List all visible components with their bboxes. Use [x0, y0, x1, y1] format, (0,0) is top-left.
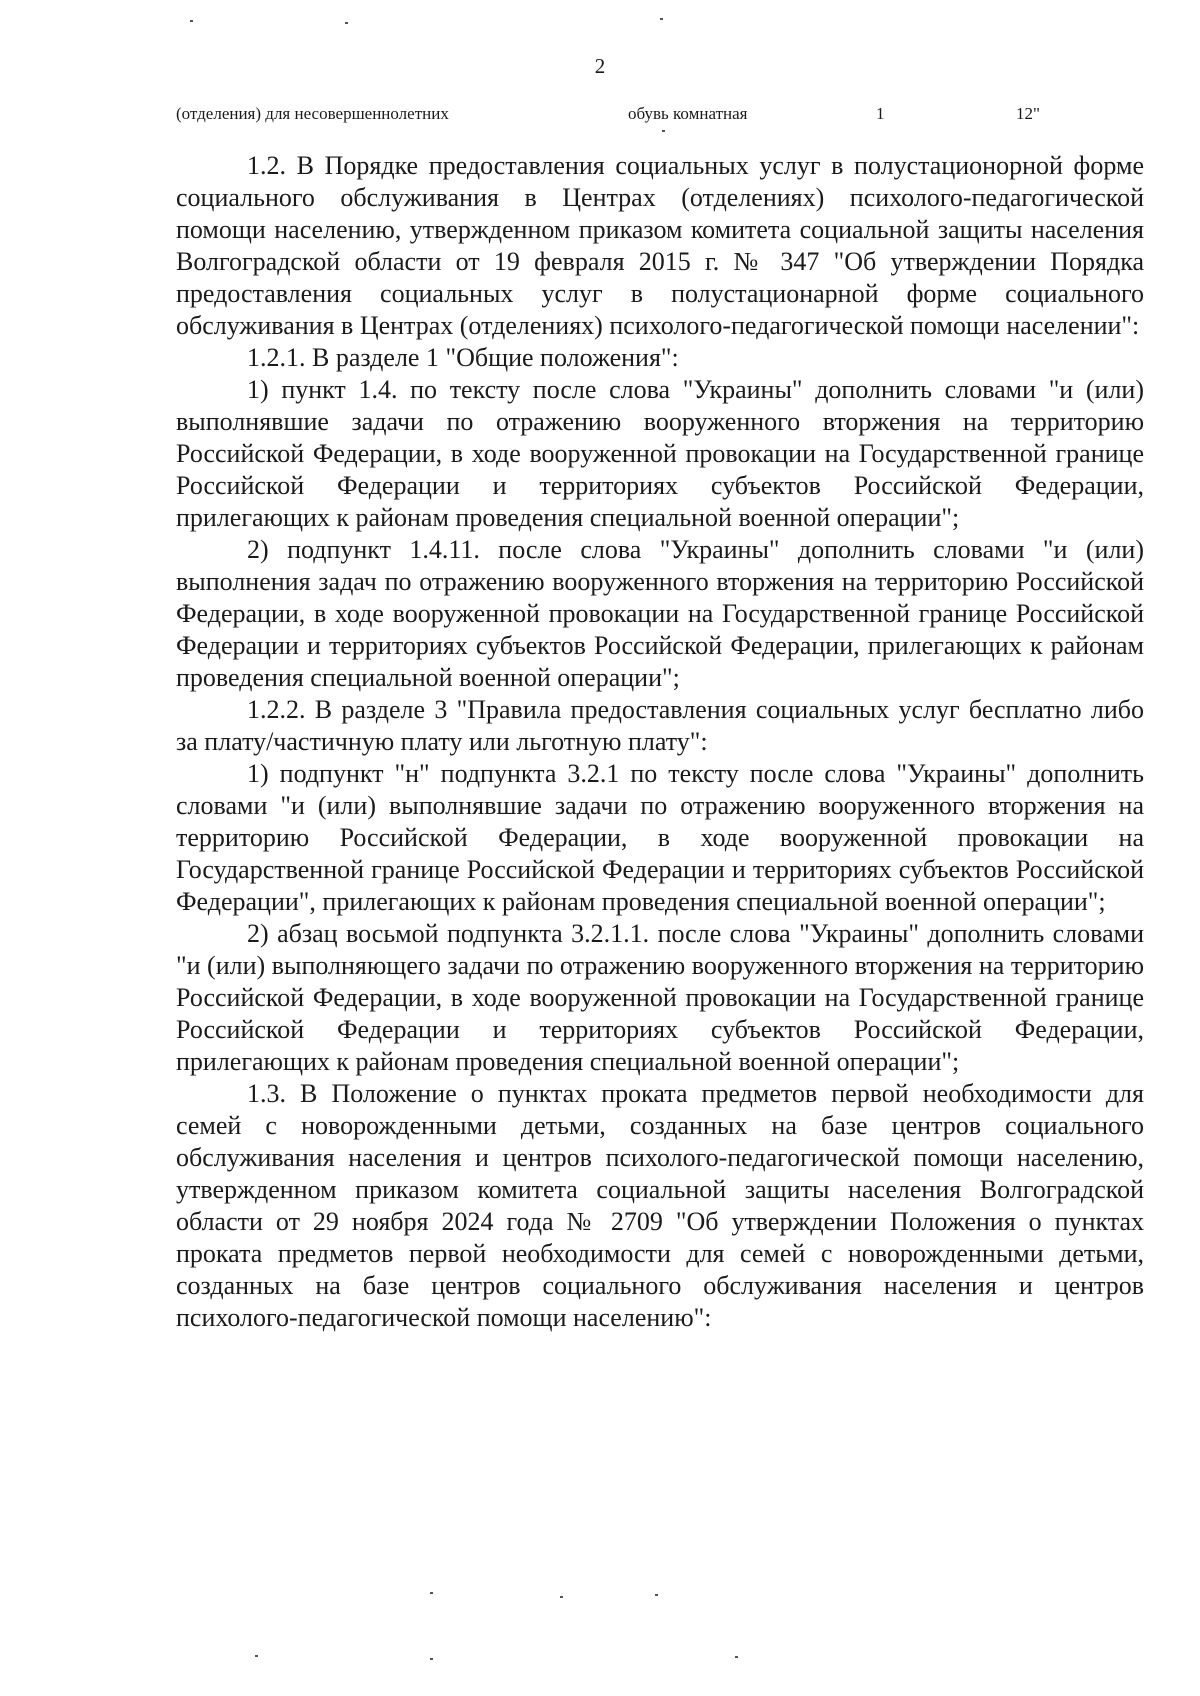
scan-speck — [655, 1594, 658, 1596]
table-cell-item: обувь комнатная — [628, 104, 748, 123]
paragraph-1-2-1-item-2: 2) подпункт 1.4.11. после слова "Украины" дополнить словами "и (или) выполнения задач по отражению вооруженного вторжения на территорию Российской Федерации, в ходе вооруженной провокации на Государственной границе Российской Федерации и территориях субъектов Российской Федерации, прилегающих к районам проведения специальной военной операции"; — [176, 535, 1144, 692]
paragraph-1-2: 1.2. В Порядке предоставления социальных услуг в полустационорной форме социального обслуживания в Центрах (отделениях) психолого-педагогической помощи населению, утвержденном приказом комитета социальной защиты населения Волгоградской области от 19 февраля 2015 г. № 347 "Об утверждении Порядка предоставления социальных услуг в полустационарной форме социального обслуживания в Центрах (отделениях) психолого-педагогической помощи населении": — [176, 151, 1144, 340]
scan-speck — [190, 20, 193, 22]
paragraph-1-2-1: 1.2.1. В разделе 1 "Общие положения": — [247, 343, 679, 372]
table-cell-quantity: 1 — [876, 104, 885, 123]
paragraph-1-2-2-item-2: 2) абзац восьмой подпункта 3.2.1.1. после слова "Украины" дополнить словами "и (или) выполняющего задачи по отражению вооруженного вторжения на территорию Российской Федерации, в ходе вооруженной провокации на Государственной границе Российской Федерации и территориях субъектов Российской Федерации, прилегающих к районам проведения специальной военной операции"; — [176, 919, 1144, 1076]
page-number: 2 — [594, 54, 606, 78]
table-fragment-row — [176, 104, 1076, 130]
scan-speck — [255, 1655, 258, 1657]
table-cell-institution: (отделения) для несовершеннолетних — [176, 104, 449, 123]
scan-speck — [735, 1656, 738, 1658]
table-cell-term: 12" — [1016, 104, 1040, 123]
scan-speck — [560, 1596, 563, 1598]
paragraph-1-3: 1.3. В Положение о пунктах проката предметов первой необходимости для семей с новорожденными детьми, созданных на базе центров социального обслуживания населения и центров психолого-педагогической помощи населению, утвержденном приказом комитета социальной защиты населения Волгоградской области от 29 ноября 2024 года № 2709 "Об утверждении Положения о пунктах проката предметов первой необходимости для семей с новорожденными детьми, созданных на базе центров социального обслуживания населения и центров психолого-педагогической помощи населению": — [176, 1079, 1144, 1332]
scan-speck — [430, 1658, 433, 1660]
scan-speck — [660, 18, 663, 20]
scan-speck — [345, 22, 348, 24]
paragraph-1-2-1-item-1: 1) пункт 1.4. по тексту после слова "Украины" дополнить словами "и (или) выполнявшие задачи по отражению вооруженного вторжения на территорию Российской Федерации, в ходе вооруженной провокации на Государственной границе Российской Федерации и территориях субъектов Российской Федерации, прилегающих к районам проведения специальной военной операции"; — [176, 375, 1144, 532]
scan-speck — [430, 1592, 433, 1594]
scan-speck — [662, 130, 665, 132]
document-body — [176, 150, 1144, 1334]
paragraph-1-2-2: 1.2.2. В разделе 3 "Правила предоставления социальных услуг бесплатно либо за плату/частичную плату или льготную плату": — [176, 695, 1144, 756]
paragraph-1-2-2-item-1: 1) подпункт "н" подпункта 3.2.1 по тексту после слова "Украины" дополнить словами "и (или) выполнявшие задачи по отражению вооруженного вторжения на территорию Российской Федерации, в ходе вооруженной провокации на Государственной границе Российской Федерации и территориях субъектов Российской Федерации", прилегающих к районам проведения специальной военной операции"; — [176, 759, 1144, 916]
